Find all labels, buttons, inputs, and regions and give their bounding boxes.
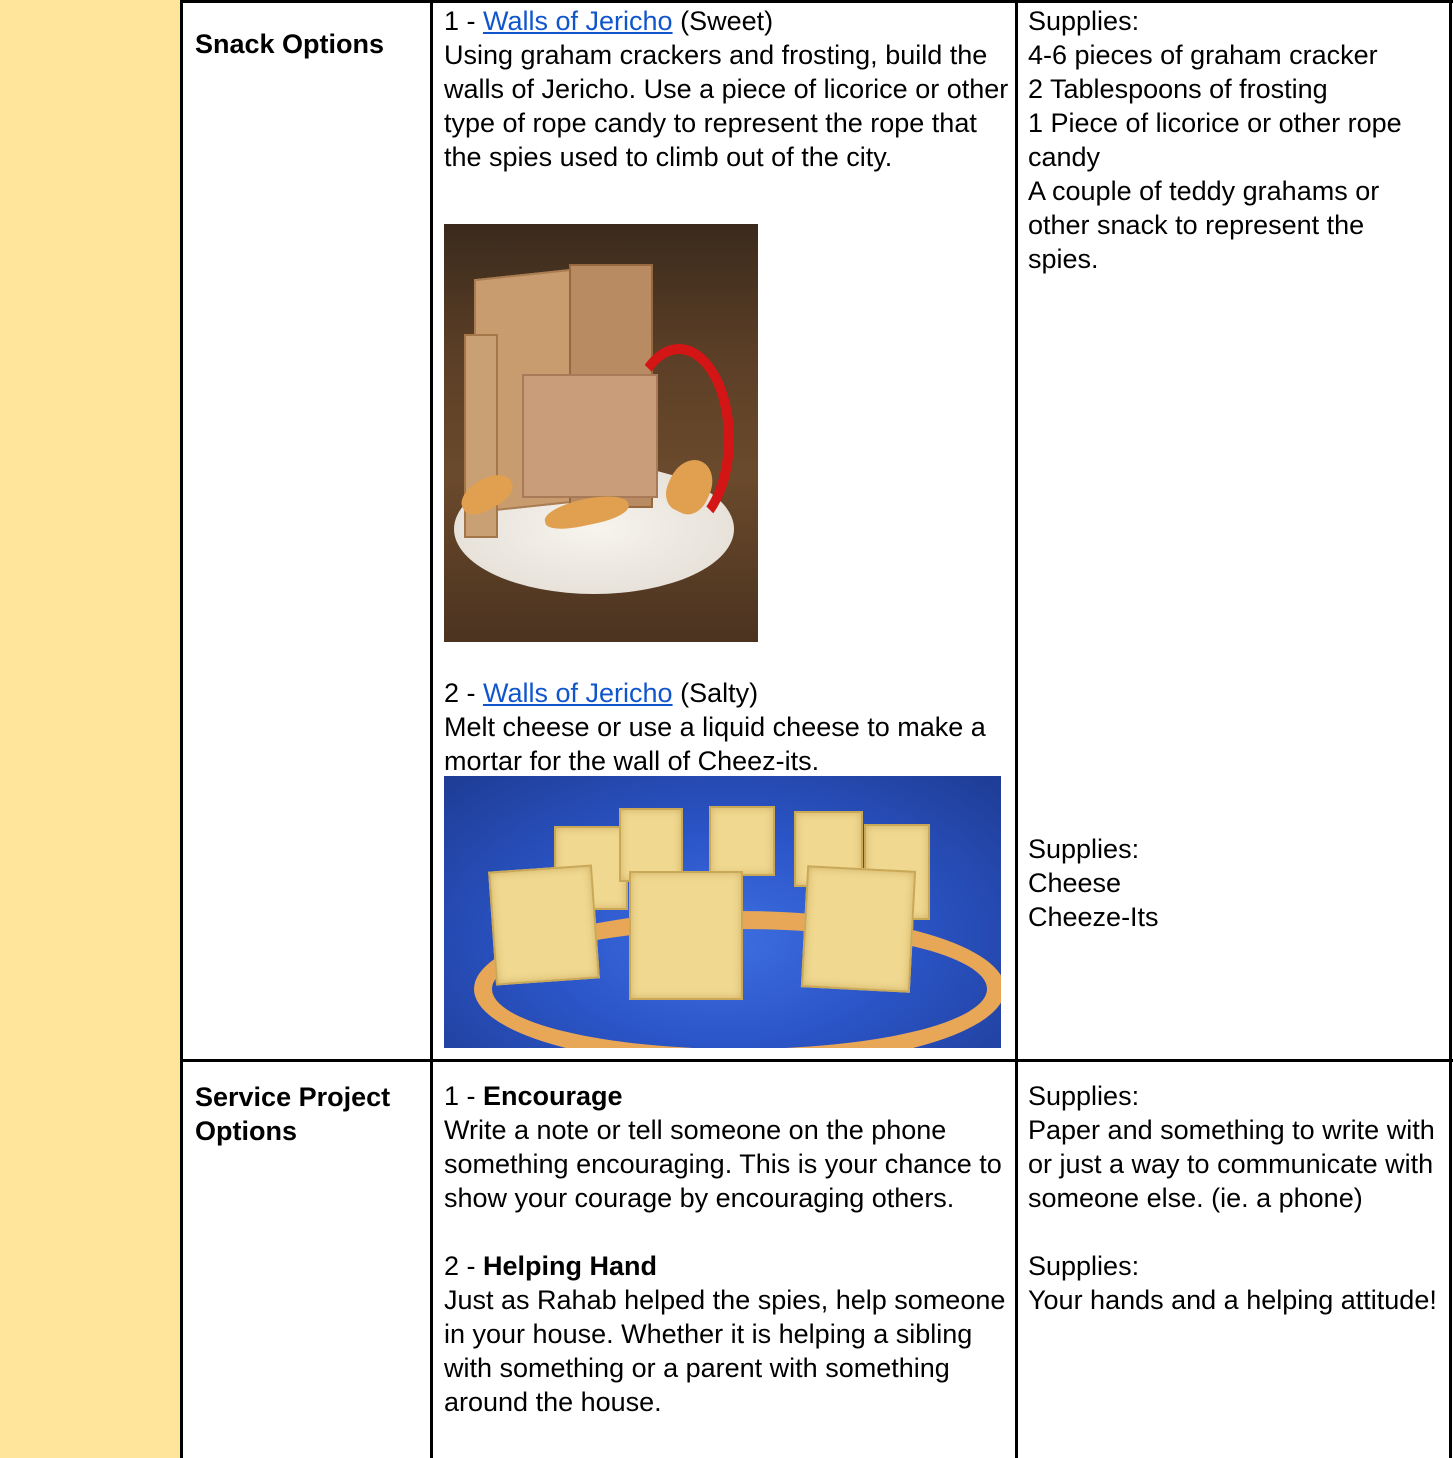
table-border bbox=[1015, 0, 1018, 1458]
option-tag: (Salty) bbox=[672, 678, 759, 708]
service-option-2-title bbox=[444, 1249, 1009, 1283]
option-tag: (Sweet) bbox=[672, 6, 774, 36]
snack-option-1-title bbox=[444, 4, 1009, 38]
table-border bbox=[180, 1059, 1453, 1062]
option-number: 1 - bbox=[444, 1081, 484, 1111]
service-supplies bbox=[1028, 1079, 1438, 1317]
service-options bbox=[444, 1079, 1009, 1419]
snack-option-2-title bbox=[444, 676, 1009, 710]
side-color-column bbox=[0, 0, 180, 1458]
supply-item: A couple of teddy grahams or other snack to represent the spies. bbox=[1028, 176, 1380, 274]
snack-supplies-2 bbox=[1028, 832, 1438, 934]
option-title: Encourage bbox=[483, 1081, 623, 1111]
snack-supplies-1 bbox=[1028, 4, 1438, 276]
service-option-2-description: Just as Rahab helped the spies, help someone in your house. Whether it is helping a sibling with something or a parent with something around the house. bbox=[444, 1285, 1006, 1417]
table-border bbox=[1449, 0, 1452, 1458]
service-option-1-description: Write a note or tell someone on the phone something encouraging. This is your chance to show your courage by encouraging others. bbox=[444, 1115, 1002, 1213]
option-number: 2 - bbox=[444, 678, 484, 708]
snack-option-1-description: Using graham crackers and frosting, build the walls of Jericho. Use a piece of licorice or other type of rope candy to represent the rope that the spies used to climb out of the city. bbox=[444, 40, 1009, 172]
option-number: 1 - bbox=[444, 6, 484, 36]
row-label-service-project-options: Service Project Options bbox=[195, 1082, 391, 1146]
row-label-snack-options: Snack Options bbox=[195, 29, 385, 59]
snack-option-2-description: Melt cheese or use a liquid cheese to make a mortar for the wall of Cheez-its. bbox=[444, 712, 986, 776]
option-title: Helping Hand bbox=[483, 1251, 658, 1281]
supply-item: Paper and something to write with or just a way to communicate with someone else. (ie. a phone) bbox=[1028, 1115, 1435, 1213]
graham-cracker-walls-photo bbox=[444, 224, 758, 642]
cracker-shape bbox=[801, 865, 916, 993]
supplies-heading: Supplies: bbox=[1028, 834, 1140, 864]
cracker-shape bbox=[629, 871, 743, 1000]
walls-of-jericho-sweet-link[interactable]: Walls of Jericho bbox=[483, 6, 673, 36]
table-border bbox=[180, 0, 183, 1458]
walls-of-jericho-salty-link[interactable]: Walls of Jericho bbox=[483, 678, 673, 708]
service-option-1-title bbox=[444, 1079, 1009, 1113]
supplies-heading: Supplies: bbox=[1028, 1251, 1140, 1281]
cracker-shape bbox=[709, 806, 775, 876]
snack-option-1 bbox=[444, 4, 1009, 174]
cracker-shape bbox=[488, 865, 600, 986]
supply-item: Cheeze-Its bbox=[1028, 902, 1159, 932]
supplies-heading: Supplies: bbox=[1028, 6, 1140, 36]
snack-option-2 bbox=[444, 676, 1009, 778]
table-border bbox=[430, 0, 433, 1458]
supplies-heading: Supplies: bbox=[1028, 1081, 1140, 1111]
supply-item: Your hands and a helping attitude! bbox=[1028, 1285, 1437, 1315]
supply-item: 2 Tablespoons of frosting bbox=[1028, 74, 1328, 104]
supply-item: 4-6 pieces of graham cracker bbox=[1028, 40, 1378, 70]
supply-item: 1 Piece of licorice or other rope candy bbox=[1028, 108, 1402, 172]
option-number: 2 - bbox=[444, 1251, 484, 1281]
cheez-it-walls-photo bbox=[444, 776, 1001, 1048]
table-border bbox=[180, 0, 1453, 3]
supply-item: Cheese bbox=[1028, 868, 1122, 898]
